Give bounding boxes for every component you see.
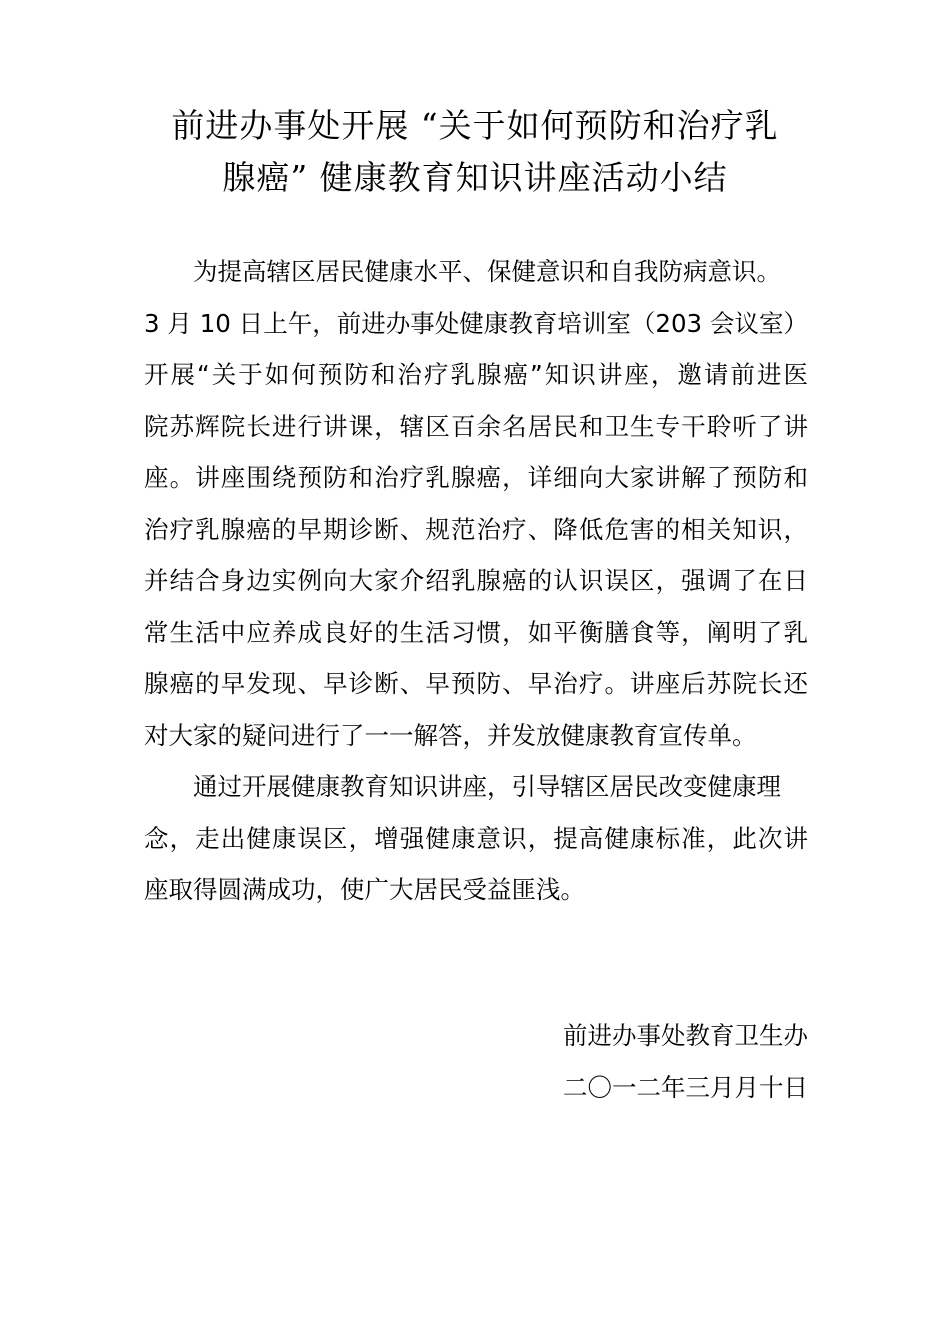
paragraph-2 [144,761,808,916]
paragraph-line: 3 月 10 日上午，前进办事处健康教育培训室（203 会议室） [144,308,808,338]
title-line-1: 前进办事处开展 “关于如何预防和治疗乳 [171,106,779,145]
paragraph-line: 座。讲座围绕预防和治疗乳腺癌，详细向大家讲解了预防和 [144,463,808,492]
paragraph-line: 常生活中应养成良好的生活习惯，如平衡膳食等，阐明了乳 [144,617,808,647]
signature-block [540,1010,808,1114]
paragraph-line: 通过开展健康教育知识讲座，引导辖区居民改变健康理 [193,772,781,801]
paragraph-1 [144,246,808,761]
paragraph-line: 并结合身边实例向大家介绍乳腺癌的认识误区，强调了在日 [144,566,808,595]
document-body [144,246,808,916]
paragraph-line: 治疗乳腺癌的早期诊断、规范治疗、降低危害的相关知识， [144,514,808,544]
paragraph-line: 腺癌的早发现、早诊断、早预防、早治疗。讲座后苏院长还 [144,669,808,698]
paragraph-line: 开展“关于如何预防和治疗乳腺癌”知识讲座，邀请前进医 [144,360,808,389]
paragraph-line: 念，走出健康误区，增强健康意识，提高健康标准，此次讲 [144,823,808,853]
paragraph-line: 座取得圆满成功，使广大居民受益匪浅。 [144,875,585,904]
paragraph-line: 院苏辉院长进行讲课，辖区百余名居民和卫生专干聆听了讲 [144,411,808,441]
signature-org: 前进办事处教育卫生办 [563,1021,808,1050]
document-title [140,100,810,204]
title-line-2: 腺癌” 健康教育知识讲座活动小结 [222,158,728,197]
signature-date: 二〇一二年三月月十日 [563,1073,808,1102]
paragraph-line: 对大家的疑问进行了一一解答，并发放健康教育宣传单。 [144,720,757,750]
paragraph-line: 为提高辖区居民健康水平、保健意识和自我防病意识。 [193,257,781,286]
